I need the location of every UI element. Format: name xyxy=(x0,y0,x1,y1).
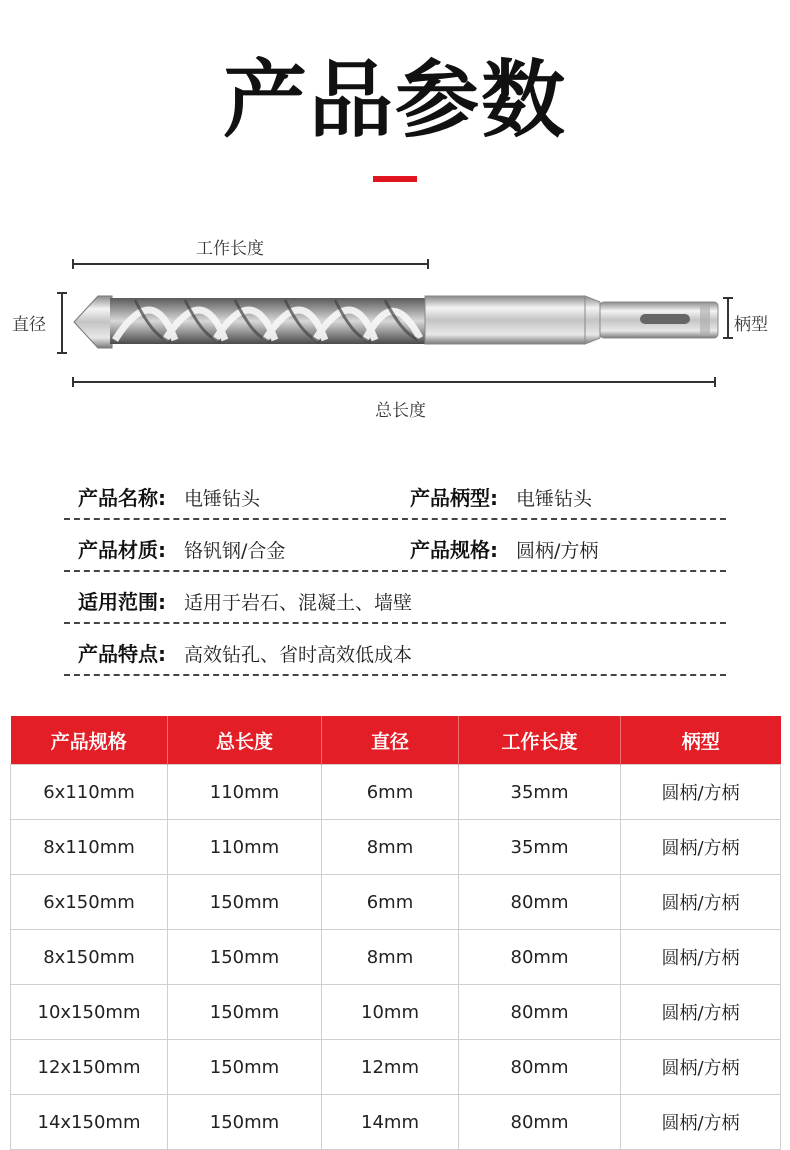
table-cell: 150mm xyxy=(168,875,322,930)
product-name-key: 产品名称: xyxy=(78,486,166,510)
table-row xyxy=(11,985,781,1040)
shank-type-value: 电锤钻头 xyxy=(516,488,593,510)
table-cell: 10mm xyxy=(322,985,459,1040)
table-cell: 14x150mm xyxy=(11,1095,168,1150)
drill-bit-drawing xyxy=(0,220,790,430)
working-length-label: 工作长度 xyxy=(196,239,264,259)
table-cell: 80mm xyxy=(459,930,621,985)
table-header-row xyxy=(11,716,781,765)
info-row-4 xyxy=(64,624,726,676)
table-cell: 8mm xyxy=(322,930,459,985)
table-row xyxy=(11,1095,781,1150)
table-row xyxy=(11,820,781,875)
table-cell: 10x150mm xyxy=(11,985,168,1040)
table-row xyxy=(11,930,781,985)
table-cell: 150mm xyxy=(168,1040,322,1095)
title-underline xyxy=(373,176,417,182)
info-row-2 xyxy=(64,520,726,572)
table-cell: 圆柄/方柄 xyxy=(621,1095,781,1150)
table-cell: 80mm xyxy=(459,1040,621,1095)
shank-type-label: 柄型 xyxy=(734,315,768,335)
spec-value: 圆柄/方柄 xyxy=(516,540,599,562)
table-cell: 6mm xyxy=(322,765,459,820)
info-row-1 xyxy=(64,468,726,520)
table-cell: 圆柄/方柄 xyxy=(621,820,781,875)
spec-table xyxy=(10,716,781,1150)
spec-key: 产品规格: xyxy=(410,538,498,562)
table-cell: 14mm xyxy=(322,1095,459,1150)
table-cell: 150mm xyxy=(168,1095,322,1150)
table-cell: 150mm xyxy=(168,930,322,985)
diameter-label: 直径 xyxy=(12,315,46,335)
table-row xyxy=(11,765,781,820)
drill-bit-diagram xyxy=(0,220,790,430)
material-key: 产品材质: xyxy=(78,538,166,562)
feature-key: 产品特点: xyxy=(78,642,166,666)
scope-key: 适用范围: xyxy=(78,590,166,614)
table-cell: 150mm xyxy=(168,985,322,1040)
feature-value: 高效钻孔、省时高效低成本 xyxy=(184,644,413,666)
product-name-value: 电锤钻头 xyxy=(184,488,261,510)
info-row-3 xyxy=(64,572,726,624)
table-cell: 圆柄/方柄 xyxy=(621,1040,781,1095)
table-cell: 8mm xyxy=(322,820,459,875)
table-row xyxy=(11,1040,781,1095)
table-cell: 80mm xyxy=(459,985,621,1040)
col-header-total-length: 总长度 xyxy=(168,716,322,765)
col-header-spec: 产品规格 xyxy=(11,716,168,765)
table-cell: 12x150mm xyxy=(11,1040,168,1095)
table-cell: 6x110mm xyxy=(11,765,168,820)
total-length-label: 总长度 xyxy=(375,401,426,421)
table-cell: 80mm xyxy=(459,875,621,930)
shank-type-key: 产品柄型: xyxy=(410,486,498,510)
table-cell: 35mm xyxy=(459,820,621,875)
table-cell: 6mm xyxy=(322,875,459,930)
table-cell: 8x150mm xyxy=(11,930,168,985)
table-cell: 8x110mm xyxy=(11,820,168,875)
table-cell: 110mm xyxy=(168,765,322,820)
table-cell: 圆柄/方柄 xyxy=(621,765,781,820)
col-header-shank-type: 柄型 xyxy=(621,716,781,765)
scope-value: 适用于岩石、混凝土、墙壁 xyxy=(184,592,413,614)
table-cell: 6x150mm xyxy=(11,875,168,930)
table-cell: 35mm xyxy=(459,765,621,820)
table-cell: 圆柄/方柄 xyxy=(621,985,781,1040)
table-cell: 圆柄/方柄 xyxy=(621,875,781,930)
page-title: 产品参数 xyxy=(222,51,567,149)
col-header-diameter: 直径 xyxy=(322,716,459,765)
table-cell: 110mm xyxy=(168,820,322,875)
material-value: 铬钒钢/合金 xyxy=(184,540,286,562)
col-header-working-length: 工作长度 xyxy=(459,716,621,765)
table-cell: 80mm xyxy=(459,1095,621,1150)
table-row xyxy=(11,875,781,930)
table-cell: 12mm xyxy=(322,1040,459,1095)
table-cell: 圆柄/方柄 xyxy=(621,930,781,985)
